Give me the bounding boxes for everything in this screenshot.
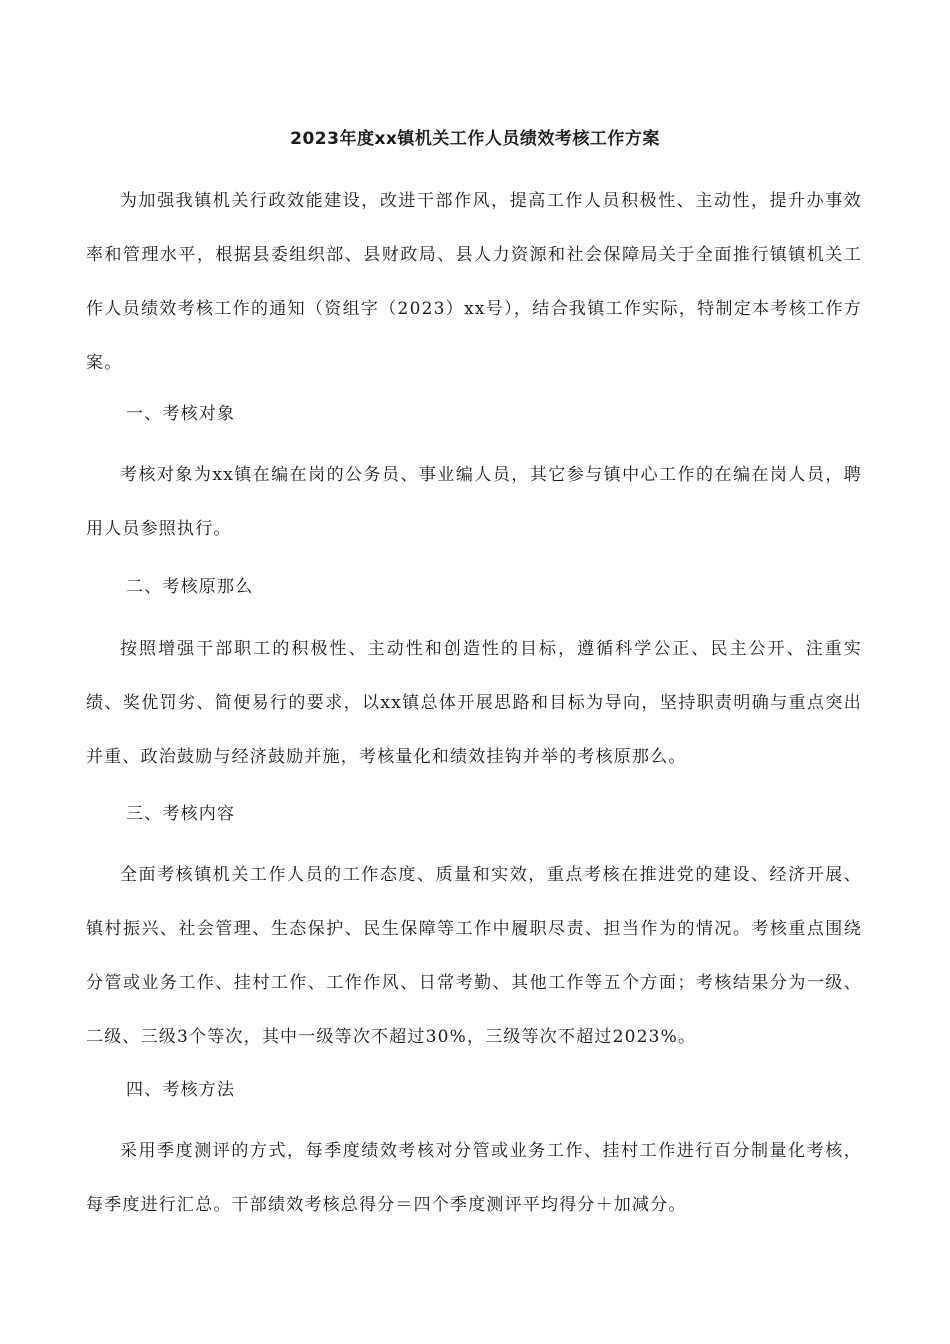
section-heading-1: 一、考核对象 [126,404,236,424]
section-body-block-3 [86,848,862,1064]
section-body-block-4 [86,1124,862,1232]
document-title: 2023年度xx镇机关工作人员绩效考核工作方案 [290,129,660,149]
section-heading-3: 三、考核内容 [126,804,236,824]
intro-paragraph: 为加强我镇机关行政效能建设，改进干部作风，提高工作人员积极性、主动性，提升办事效率和管理水平，根据县委组织部、县财政局、县人力资源和社会保障局关于全面推行镇镇机关工作人员绩效考核工作的通知（资组字（2023）xx号），结合我镇工作实际，特制定本考核工作方案。 [86,191,862,373]
section-body-2: 按照增强干部职工的积极性、主动性和创造性的目标，遵循科学公正、民主公开、注重实绩、奖优罚劣、简便易行的要求，以xx镇总体开展思路和目标为导向，坚持职责明确与重点突出并重、政治鼓励与经济鼓励并施，考核量化和绩效挂钩并举的考核原那么。 [86,639,862,767]
intro-paragraph-block [86,174,862,390]
section-heading-4: 四、考核方法 [126,1080,236,1100]
section-heading-2: 二、考核原那么 [126,577,254,597]
section-body-1: 考核对象为xx镇在编在岗的公务员、事业编人员，其它参与镇中心工作的在编在岗人员，聘用人员参照执行。 [86,465,862,539]
section-body-3: 全面考核镇机关工作人员的工作态度、质量和实效，重点考核在推进党的建设、经济开展、镇村振兴、社会管理、生态保护、民生保障等工作中履职尽责、担当作为的情况。考核重点围绕分管或业务工作、挂村工作、工作作风、日常考勤、其他工作等五个方面；考核结果分为一级、二级、三级3个等次，其中一级等次不超过30%，三级等次不超过2023%。 [86,865,862,1047]
section-body-4: 采用季度测评的方式，每季度绩效考核对分管或业务工作、挂村工作进行百分制量化考核，每季度进行汇总。干部绩效考核总得分＝四个季度测评平均得分＋加减分。 [86,1141,862,1215]
section-body-block-1 [86,448,862,556]
section-body-block-2 [86,622,862,784]
